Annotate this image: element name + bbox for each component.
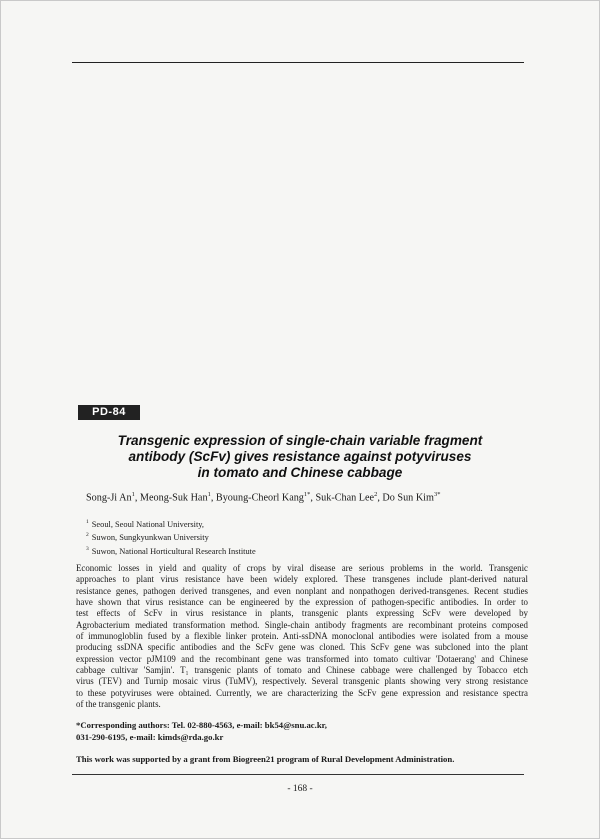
affiliation-sup: 2 (86, 532, 89, 539)
title-line: antibody (ScFv) gives resistance against potyviruses (128, 449, 472, 464)
session-tag: PD-84 (78, 405, 140, 420)
author-sup: 1 (131, 491, 135, 498)
top-rule (72, 62, 524, 63)
author-sup: 1 (207, 491, 211, 498)
author-name: Do Sun Kim (382, 492, 434, 504)
bottom-rule (72, 774, 524, 775)
abstract-line: of the transgenic plants. (76, 699, 161, 710)
corresponding-line: *Corresponding authors: Tel. 02-880-4563, e-mail: bk54@snu.ac.kr, (76, 720, 327, 730)
paper-title (80, 433, 520, 481)
affiliation-text: Suwon, National Horticultural Research Institute (91, 546, 256, 556)
author-list: Song-Ji An$^1$, Meong-Suk Han$^1$, Byoung-Cheorl Kang$^{1*}$, Suk-Chan Lee$^2$, Do Sun Kim$^{3*}$ (86, 491, 441, 504)
abstract-line: Economic losses in yield and quality of crops by viral disease are serious problems in the world. Transgenic (76, 563, 528, 573)
affiliation-sup: 3 (86, 545, 89, 552)
abstract-line: resistance genes, pathogen derived transgenes, and even nonplant and nonpathogen derived-transgenes. Recent studies (76, 585, 528, 596)
abstract-line: producing ssDNA specific antibodies and the ScFv gene was cloned. This ScFv gene was subcloned into the plant (76, 642, 528, 653)
author-name: Byoung-Cheorl Kang (215, 492, 304, 504)
author-sup: 2 (374, 491, 378, 498)
abstract-line: approaches to plant virus resistance have been widely explored. These transgenes include plant-derived natural (76, 574, 528, 585)
abstract-line: virus (TEV) and Turnip mosaic virus (TuMV), respectively. Several transgenic plants showing very strong resistance (76, 676, 528, 687)
title-line: Transgenic expression of single-chain variable fragment (117, 433, 483, 448)
title-line: in tomato and Chinese cabbage (197, 465, 403, 480)
affiliation-sup: 1 (86, 519, 89, 525)
affiliation-text: Suwon, Sungkyunkwan University (91, 533, 209, 543)
abstract-line: test effects of ScFv in virus resistance in plants, transgenic plants expressing ScFv were developed by (76, 608, 528, 619)
author-name: Suk-Chan Lee (315, 492, 375, 504)
abstract-line: expression vector pJM109 and the recombinant gene was transformed into tomato cultivar 'Dotaerang' and Chinese (76, 653, 528, 664)
author-sup: 1* (303, 491, 311, 498)
affiliation (86, 544, 486, 557)
affiliation (86, 530, 486, 543)
abstract-line: cabbage cultivar 'Samjin'. T₁ transgenic plants of tomato and Chinese cabbage were challenged by Tobacco etch (76, 665, 528, 676)
funding-note: This work was supported by a grant from Biogreen21 program of Rural Development Administration. (76, 754, 455, 764)
affiliation-text: Seoul, Seoul National University, (91, 519, 205, 529)
page-number: - 168 - (287, 784, 313, 794)
author-sup: 3* (433, 491, 441, 498)
abstract-line: of immunogloblin fused by a flexible linker protein. Anti-ssDNA monoclonal antibodies were isolated from a mouse (76, 631, 528, 642)
author-name: Meong-Suk Han (139, 492, 208, 504)
author-name: Song-Ji An (86, 492, 132, 504)
corresponding-line: 031-290-6195, e-mail: kimds@rda.go.kr (76, 731, 224, 742)
abstract-line: Agrobacterium mediated transformation method. Single-chain antibody fragments are recombinant proteins composed (76, 619, 528, 630)
corresponding-authors (76, 720, 528, 743)
abstract-line: have shown that virus resistance can be engineered by the expression of pathogen-specific antibodies. In order to (76, 597, 528, 608)
affiliations (86, 517, 486, 557)
abstract (76, 563, 528, 710)
abstract-line: to these potyviruses were obtained. Currently, we are characterizing the ScFv gene expression and resistance spectra (76, 687, 528, 698)
affiliation (86, 517, 486, 530)
